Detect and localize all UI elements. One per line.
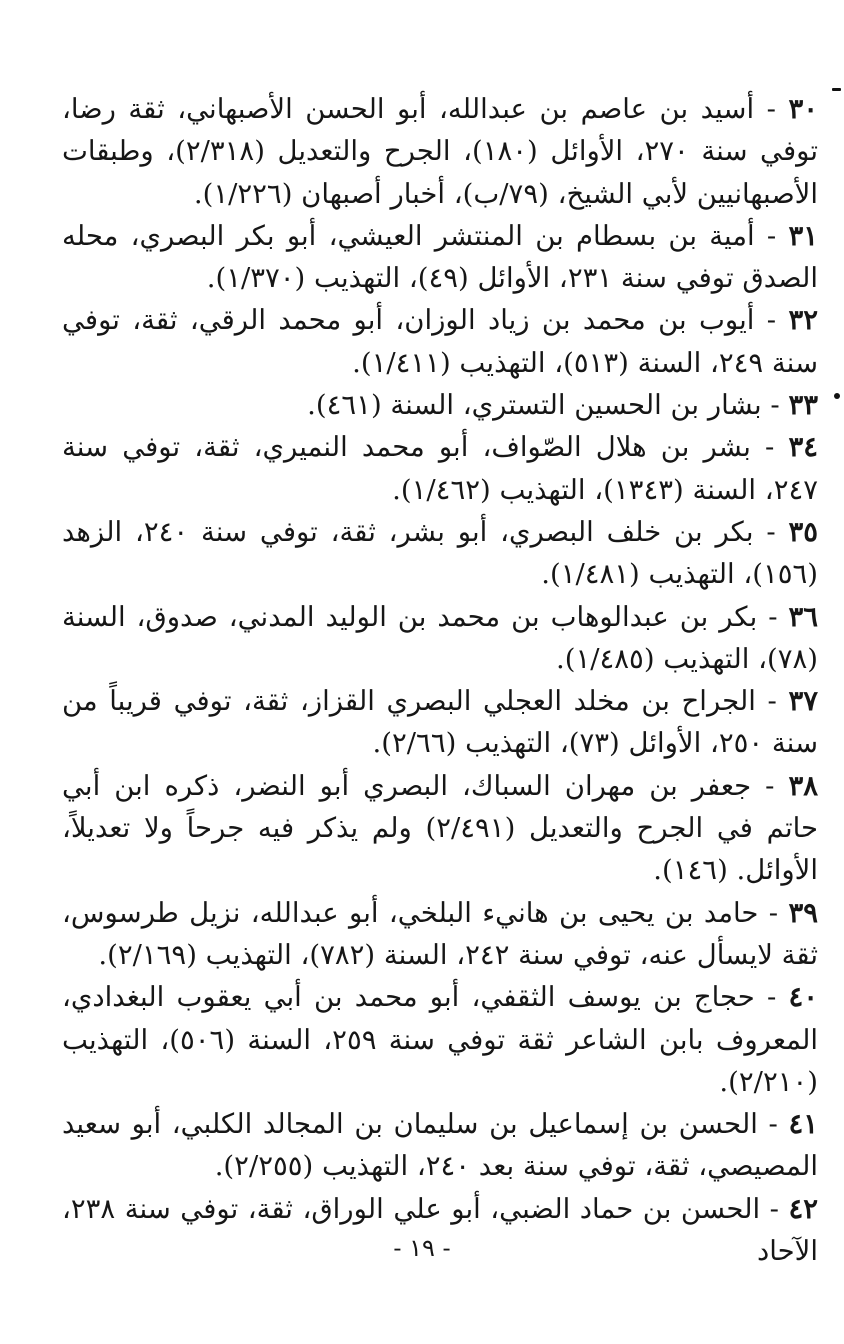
margin-dash-mark: [832, 88, 841, 91]
biography-entries: [62, 88, 818, 1272]
entry-number: ٣٢: [788, 304, 818, 337]
entry-39: [62, 892, 818, 977]
entry-text: - الحسن بن حماد الضبي، أبو علي الوراق، ثقة، توفي سنة ٢٣٨، الآحاد: [62, 1192, 818, 1268]
entry-text: - أسيد بن عاصم بن عبدالله، أبو الحسن الأصبهاني، ثقة رضا، توفي سنة ٢٧٠، الأوائل (١٨٠)، الجرح والتعديل (٢/٣١٨)، وطبقات الأصبهانيين لأبي الشيخ، (٧٩/ب)، أخبار أصبهان (١/٢٢٦).: [62, 93, 818, 210]
entry-number: ٤٠: [788, 981, 818, 1014]
entry-number: ٤١: [788, 1108, 818, 1141]
entry-text: - أمية بن بسطام بن المنتشر العيشي، أبو بكر البصري، محله الصدق توفي سنة ٢٣١، الأوائل (٤٩)، التهذيب (١/٣٧٠).: [62, 219, 818, 295]
entry-35: [62, 511, 818, 596]
entry-text: - بشر بن هلال الصّواف، أبو محمد النميري، ثقة، توفي سنة ٢٤٧، السنة (١٣٤٣)، التهذيب (١/٤٦٢).: [62, 431, 818, 506]
entry-number: ٣٤: [788, 431, 818, 464]
entry-34: [62, 426, 818, 511]
entry-number: ٣٥: [788, 515, 818, 548]
margin-dot-mark: [834, 393, 840, 399]
entry-32: [62, 299, 818, 384]
entry-text: - جعفر بن مهران السباك، البصري أبو النضر، ذكره ابن أبي حاتم في الجرح والتعديل (٢/٤٩١) ولم يذكر فيه جرحاً ولا تعديلاً، الأوائل. (١٤٦).: [62, 769, 818, 887]
entry-text: - أيوب بن محمد بن زياد الوزان، أبو محمد الرقي، ثقة، توفي سنة ٢٤٩، السنة (٥١٣)، التهذيب (١/٤١١).: [62, 304, 818, 379]
entry-text: - بكر بن خلف البصري، أبو بشر، ثقة، توفي سنة ٢٤٠، الزهد (١٥٦)، التهذيب (١/٤٨١).: [62, 515, 818, 591]
entry-40: [62, 976, 818, 1103]
entry-text: - الجراح بن مخلد العجلي البصري القزاز، ثقة، توفي قريباً من سنة ٢٥٠، الأوائل (٧٣)، التهذيب (٢/٦٦).: [62, 685, 818, 760]
entry-number: ٤٢: [788, 1192, 818, 1225]
entry-number: ٣٨: [788, 769, 818, 802]
entry-37: [62, 680, 818, 765]
entry-number: ٣٧: [788, 685, 818, 718]
entry-number: ٣٦: [788, 600, 818, 633]
entry-31: [62, 215, 818, 300]
entry-number: ٣١: [788, 219, 818, 252]
entry-38: [62, 765, 818, 892]
entry-33: [62, 384, 818, 426]
entry-text: - بشار بن الحسين التستري، السنة (٤٦١).: [307, 389, 789, 422]
entry-text: - بكر بن عبدالوهاب بن محمد بن الوليد المدني، صدوق، السنة (٧٨)، التهذيب (١/٤٨٥).: [62, 600, 818, 675]
entry-number: ٣٠: [788, 93, 818, 125]
entry-text: - الحسن بن إسماعيل بن سليمان بن المجالد الكلبي، أبو سعيد المصيصي، ثقة، توفي سنة بعد ٢٤٠، التهذيب (٢/٢٥٥).: [62, 1108, 818, 1183]
entry-36: [62, 596, 818, 681]
entry-text: - حامد بن يحيى بن هانيء البلخي، أبو عبدالله، نزيل طرسوس، ثقة لايسأل عنه، توفي سنة ٢٤٢، السنة (٧٨٢)، التهذيب (٢/١٦٩).: [62, 896, 818, 971]
entry-number: ٣٣: [788, 389, 818, 422]
entry-41: [62, 1103, 818, 1188]
entry-text: - حجاج بن يوسف الثقفي، أبو محمد بن أبي يعقوب البغدادي، المعروف بابن الشاعر ثقة توفي سنة ٢٥٩، السنة (٥٠٦)، التهذيب (٢/٢١٠).: [62, 981, 818, 1098]
page-number: - ١٩ -: [393, 1234, 451, 1262]
entry-number: ٣٩: [788, 896, 818, 929]
entry-30: [62, 88, 818, 215]
